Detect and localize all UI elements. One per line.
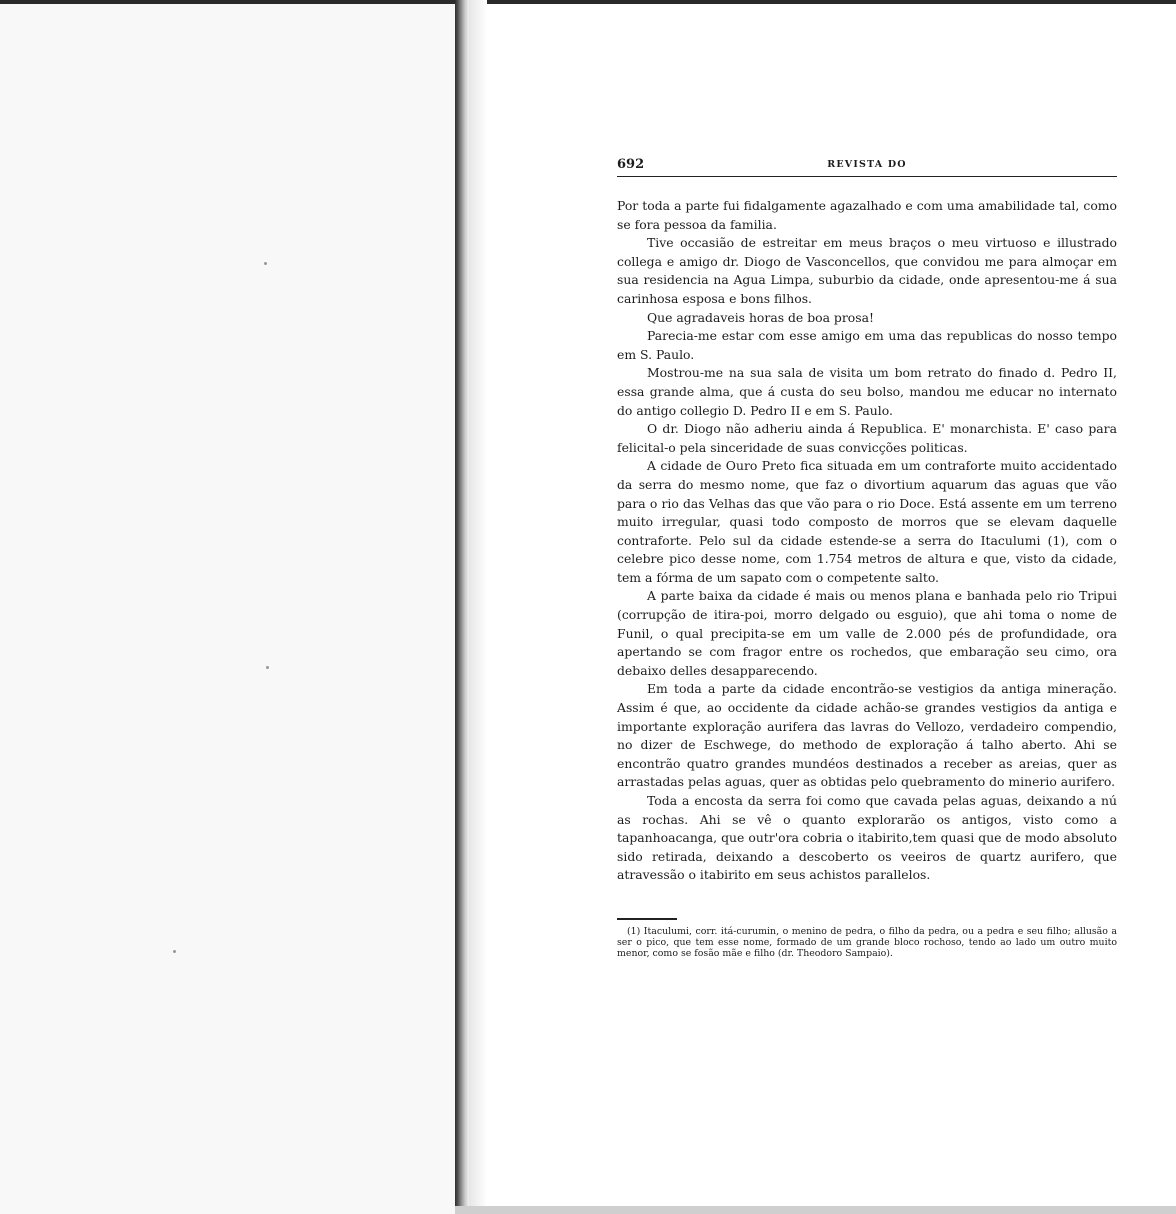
paragraph: Toda a encosta da serra foi como que cavada pelas aguas, deixando a nú as rochas. Ahi se vê o quanto explorarão os antigos, visto como a tapanhoacanga, que outr'ora cobria o itabirito,tem quasi que de modo absoluto sido retirada, deixando a descoberto os veeiros de quartz aurifero, que atravessão o itabirito em seus achistos parallelos. bbox=[617, 793, 1117, 883]
running-head: REVISTA DO bbox=[827, 159, 907, 170]
page-header bbox=[617, 154, 1117, 177]
scan-speck bbox=[264, 262, 267, 265]
paragraph: O dr. Diogo não adheriu ainda á Republica. E' monarchista. E' caso para felicital-o pela sinceridade de suas convicções politicas. bbox=[617, 421, 1117, 455]
paragraph: Tive occasião de estreitar em meus braços o meu virtuoso e illustrado collega e amigo dr. Diogo de Vasconcellos, que convidou me para almoçar em sua residencia na Agua Limpa, suburbio da cidade, onde apresentou-me á sua carinhosa esposa e bons filhos. bbox=[617, 235, 1117, 306]
paragraph: Parecia-me estar com esse amigo em uma das republicas do nosso tempo em S. Paulo. bbox=[617, 328, 1117, 362]
page-number: 692 bbox=[617, 157, 645, 172]
paragraph: A parte baixa da cidade é mais ou menos plana e banhada pelo rio Tripui (corrupção de itira-poi, morro delgado ou esguio), que ahi toma o nome de Funil, o qual precipita-se em um valle de 2.000 pés de profundidade, ora apertando se com fragor entre os rochedos, que embaração seu cimo, ora debaixo delles desapparecendo. bbox=[617, 588, 1117, 678]
book-gutter bbox=[455, 0, 469, 1214]
scan-speck bbox=[266, 666, 269, 669]
scan-speck bbox=[173, 950, 176, 953]
paragraph: A cidade de Ouro Preto fica situada em um contraforte muito accidentado da serra do mesmo nome, que faz o divortium aquarum das aguas que vão para o rio das Velhas das que vão para o rio Doce. Está assente em um terreno muito irregular, quasi todo composto de morros que se elevam daquelle contraforte. Pelo sul da cidade estende-se a serra do Itaculumi (1), com o celebre pico desse nome, com 1.754 metros de altura e que, visto da cidade, tem a fórma de um sapato com o competente salto. bbox=[617, 458, 1117, 585]
footnote: (1) Itaculumi, corr. itá-curumin, o menino de pedra, o filho da pedra, ou a pedra e seu filho; allusão a ser o pico, que tem esse nome, formado de um grande bloco rochoso, tendo ao lado um outro muito menor, como se fosão mãe e filho (dr. Theodoro Sampaio). bbox=[617, 925, 1117, 960]
body-text bbox=[617, 197, 1117, 885]
footnote-rule bbox=[617, 918, 677, 920]
paragraph: Em toda a parte da cidade encontrão-se vestigios da antiga mineração. Assim é que, ao occidente da cidade achão-se grandes vestigios da antiga e importante exploração aurifera das lavras do Vellozo, verdadeiro compendio, no dizer de Eschwege, do methodo de exploração á talho aberto. Ahi se encontrão quatro grandes mundéos destinados a receber as areias, quer as arrastadas pelas aguas, quer as obtidas pelo quebramento do minerio aurifero. bbox=[617, 681, 1117, 790]
gutter-shadow bbox=[469, 0, 487, 1214]
paragraph: Que agradaveis horas de boa prosa! bbox=[647, 309, 874, 325]
paragraph: Por toda a parte fui fidalgamente agazalhado e com uma amabilidade tal, como se fora pessoa da familia. bbox=[617, 198, 1117, 232]
left-blank-page bbox=[0, 4, 455, 1214]
paragraph: Mostrou-me na sua sala de visita um bom retrato do finado d. Pedro II, essa grande alma, que á custa do seu bolso, mandou me educar no internato do antigo collegio D. Pedro II e em S. Paulo. bbox=[617, 365, 1117, 418]
page-bottom-edge bbox=[455, 1206, 1176, 1214]
right-page bbox=[617, 154, 1117, 960]
